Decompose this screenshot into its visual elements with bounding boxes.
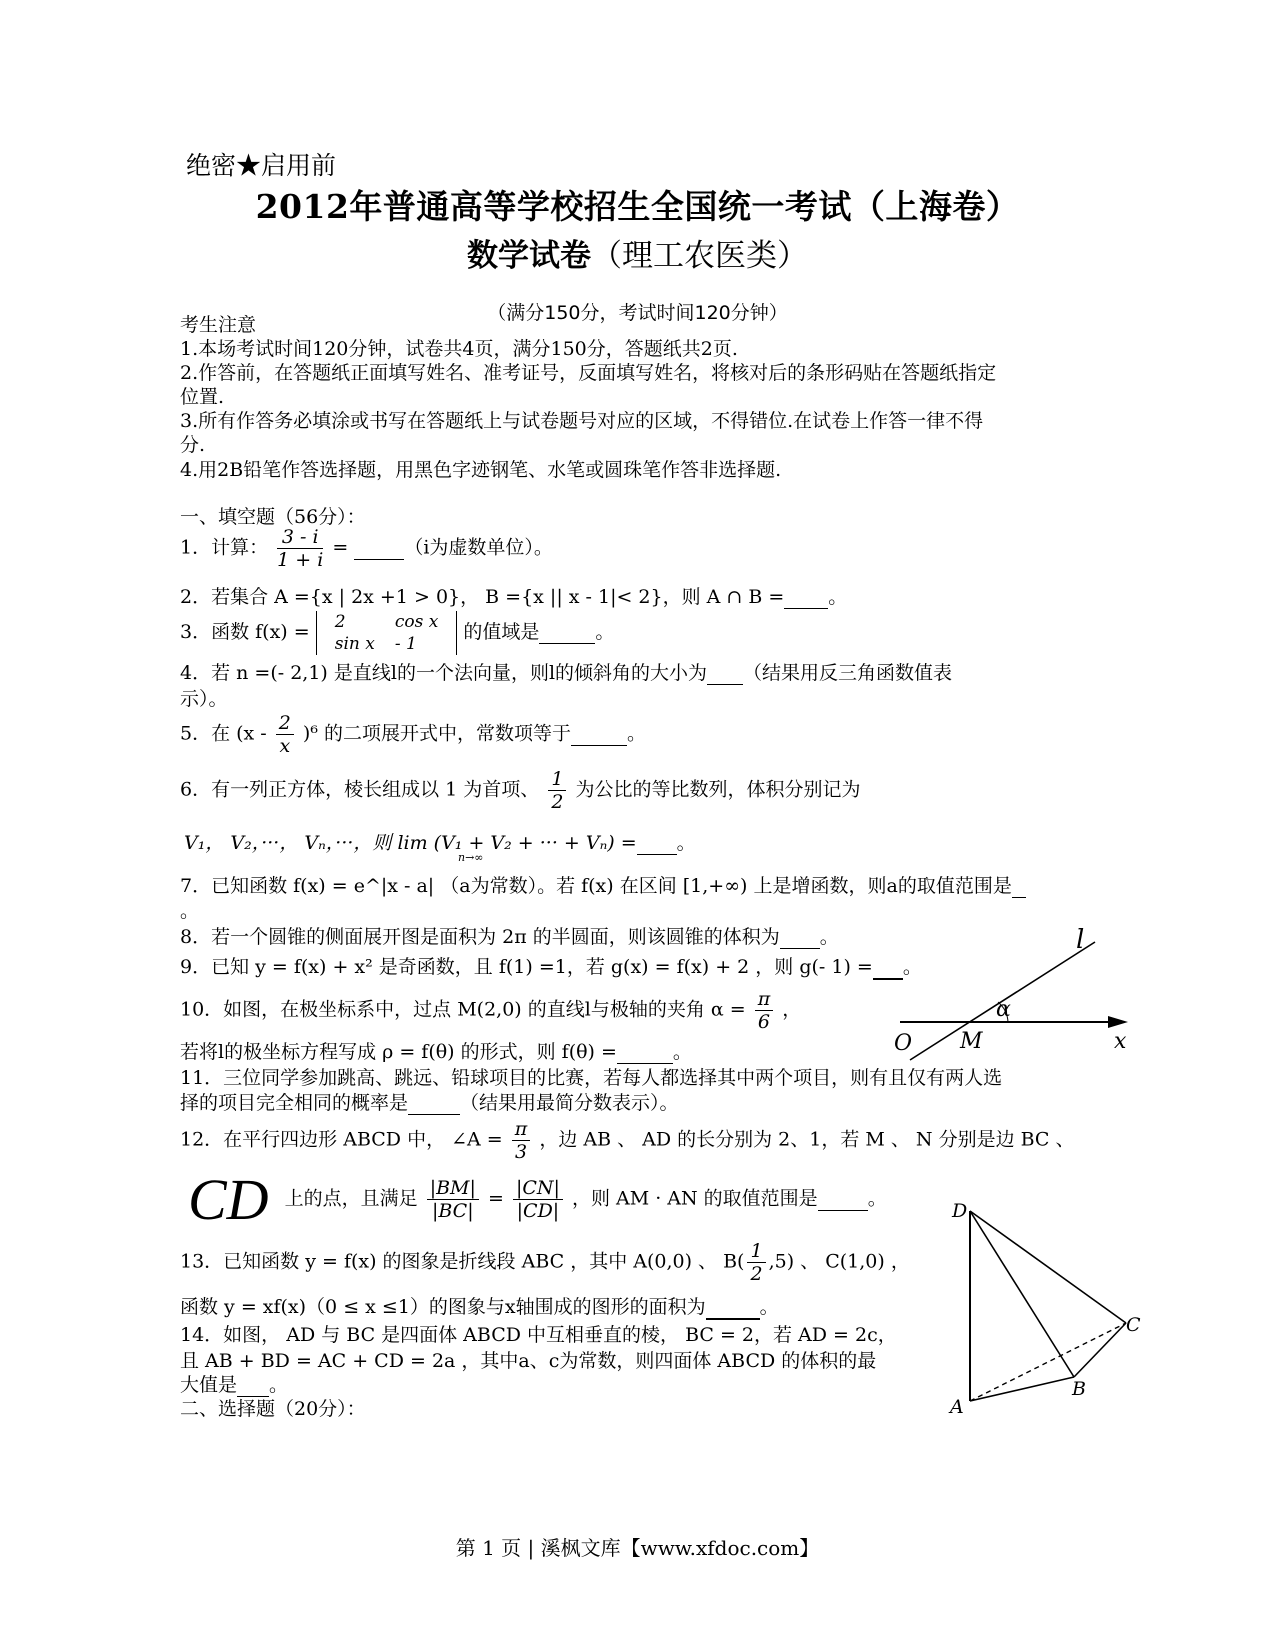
question-12 — [180, 1118, 1075, 1163]
page-footer: 第 1 页 | 溪枫文库【www.xfdoc.com】 — [455, 1536, 820, 1560]
q1-post: （i为虚数单位）。 — [404, 536, 553, 559]
question-6 — [180, 768, 860, 813]
q13-end: 。 — [759, 1296, 779, 1318]
notice-item-4: 4.用2B铅笔作答选择题，用黑色字迹钢笔、水笔或圆珠笔作答非选择题. — [180, 459, 782, 481]
label-M: M — [960, 1029, 983, 1054]
q12-f2-num: |CN| — [513, 1177, 563, 1200]
q6-answer-blank — [637, 832, 677, 855]
notice-heading: 考生注意 — [180, 314, 257, 336]
q6-line2: V₁， V₂，···， Vₙ，···，则 lim (V₁ + V₂ + ··· + Vₙ) = — [184, 832, 637, 854]
q6-den: 2 — [551, 791, 564, 813]
label-A: A — [950, 1396, 964, 1418]
q13-answer-blank — [706, 1296, 760, 1320]
q3-post: 的值域是 — [463, 621, 540, 643]
question-12-line2 — [188, 1166, 887, 1233]
q6-post: 为公比的等比数列，体积分别记为 — [575, 778, 861, 801]
q4-line1-end: （结果用反三角函数值表 — [743, 662, 953, 684]
q5-fraction — [276, 712, 294, 757]
q8-end: 。 — [819, 926, 839, 948]
question-2 — [180, 582, 847, 609]
label-C: C — [1126, 1314, 1141, 1336]
question-10-line2 — [180, 1037, 692, 1064]
tetrahedron-figure — [940, 1195, 1150, 1425]
question-1: 1．计算： $\frac{3 - i}{1 + i}$ = （i为虚数单位）。 — [180, 526, 553, 571]
paper-title-sub: （理工农医类） — [591, 238, 808, 274]
exam-meta: （满分150分，考试时间120分钟） — [487, 302, 788, 324]
q13-line2: 函数 y = xf(x)（0 ≤ x ≤1）的图象与x轴围成的图形的面积为 — [180, 1296, 706, 1318]
q12-answer-blank — [818, 1188, 868, 1211]
q5-pre: 5．在 (x - — [180, 722, 267, 745]
notice-item-1: 1.本场考试时间120分钟，试卷共4页，满分150分，答题纸共2页. — [180, 338, 738, 360]
q1-pre: 1．计算： — [180, 536, 269, 559]
q1-num: 3 - i — [277, 526, 323, 549]
q1-fraction — [277, 526, 323, 571]
label-alpha: α — [996, 997, 1011, 1022]
q7-line2: 。 — [180, 900, 200, 922]
q7-line1: 7．已知函数 f(x) = e^|x - a| （a为常数）。若 f(x) 在区间 [1,+∞) 上是增函数，则a的取值范围是 — [180, 875, 1012, 897]
q2-end: 。 — [828, 586, 848, 608]
q5-den: x — [279, 735, 291, 757]
q12-end: 。 — [867, 1187, 887, 1210]
q9-text: 9．已知 y = f(x) + x² 是奇函数，且 f(1) =1，若 g(x) = f(x) + 2 ，则 g(- 1) = — [180, 956, 873, 978]
label-O: O — [894, 1031, 913, 1056]
q2-text: 2．若集合 A ={x | 2x +1 > 0}， B ={x || x - 1|< 2}，则 A ∩ B = — [180, 586, 785, 608]
q12-num: π — [512, 1118, 531, 1141]
q3-a22: - 1 — [394, 634, 417, 654]
question-10 — [180, 988, 801, 1033]
question-8 — [180, 922, 839, 949]
q11-line2-end: （结果用最简分数表示）。 — [460, 1092, 679, 1114]
question-14-line3 — [180, 1370, 288, 1397]
notice-item-3: 3.所有作答务必填涂或书写在答题纸上与试卷题号对应的区域，不得错位.在试卷上作答一律不得 — [180, 410, 984, 432]
edge-BC — [1074, 1323, 1126, 1377]
q3-a11: 2 — [334, 612, 346, 632]
q12-f2-den: |CD| — [516, 1200, 560, 1222]
q12-den: 3 — [514, 1141, 528, 1163]
question-7 — [180, 871, 1026, 898]
q12-fraction — [512, 1118, 531, 1163]
q14-end: 。 — [269, 1374, 289, 1396]
q12-big-cd: CD — [188, 1167, 269, 1232]
notice-item-3-cont: 分. — [180, 434, 206, 456]
question-14-line2: 且 AB + BD = AC + CD = 2a ，其中a、c为常数，则四面体 ABCD 的体积的最 — [180, 1350, 877, 1372]
exam-title: 2012年普通高等学校招生全国统一考试（上海卷） — [255, 187, 1020, 226]
q1-den: 1 + i — [277, 549, 324, 571]
label-x: x — [1114, 1029, 1127, 1054]
q3-end: 。 — [595, 621, 615, 643]
q12-ratio-2 — [513, 1177, 563, 1222]
q12-f1-num: |BM| — [427, 1177, 479, 1200]
question-14: 14．如图， AD 与 BC 是四面体 ABCD 中互相垂直的棱， BC = 2，若 AD = 2c， — [180, 1324, 897, 1346]
q6-pre: 6．有一列正方体，棱长组成以 1 为首项、 — [180, 778, 540, 801]
q5-post: )⁶ 的二项展开式中，常数项等于 — [302, 722, 571, 745]
q12-post: ，边 AB 、 AD 的长分别为 2、1，若 M 、 N 分别是边 BC 、 — [539, 1128, 1075, 1151]
section-2-title: 二、选择题（20分）： — [180, 1398, 366, 1420]
q11-answer-blank — [408, 1092, 460, 1115]
question-5 — [180, 712, 646, 757]
q8-text: 8．若一个圆锥的侧面展开图是面积为 2π 的半圆面，则该圆锥的体积为 — [180, 926, 780, 948]
q9-end: 。 — [902, 956, 922, 978]
question-11-line2 — [180, 1088, 679, 1115]
q2-answer-blank — [784, 586, 828, 609]
q12-pre: 12．在平行四边形 ABCD 中， ∠A = — [180, 1128, 503, 1151]
question-3 — [180, 611, 614, 655]
q10-num: π — [755, 988, 774, 1011]
edge-DB — [970, 1211, 1074, 1377]
q3-determinant — [316, 611, 458, 655]
edge-DC — [970, 1211, 1126, 1323]
question-9 — [180, 952, 922, 980]
q8-answer-blank — [780, 926, 820, 949]
edge-AB — [970, 1377, 1074, 1401]
q6-end: 。 — [676, 832, 696, 854]
q13-den: 2 — [750, 1263, 763, 1285]
notice-item-2: 2.作答前，在答题纸正面填写姓名、准考证号，反面填写姓名，将核对后的条形码贴在答题纸指定 — [180, 362, 997, 384]
secret-label: 绝密★启用前 — [186, 151, 337, 180]
q12-eq: = — [487, 1187, 504, 1210]
question-13-line2 — [180, 1292, 779, 1320]
polar-figure — [880, 920, 1140, 1070]
q6-num: 1 — [548, 768, 566, 791]
q10-pre: 10．如图，在极坐标系中，过点 M(2,0) 的直线l与极轴的夹角 α = — [180, 998, 746, 1021]
q6-fraction — [548, 768, 566, 813]
paper-title-main: 数学试卷 — [467, 238, 591, 274]
notice-item-2-cont: 位置. — [180, 386, 225, 408]
q12-line2-pre: 上的点，且满足 — [284, 1187, 418, 1210]
q13-pre: 13．已知函数 y = f(x) 的图象是折线段 ABC ，其中 A(0,0) 、 B( — [180, 1250, 745, 1273]
q3-answer-blank — [539, 621, 595, 644]
section-1-title: 一、填空题（56分）： — [180, 506, 366, 528]
q12-line2-post: ，则 AM · AN 的取值范围是 — [571, 1187, 818, 1210]
q4-line2: 示）。 — [180, 688, 228, 710]
paper-title — [0, 230, 1275, 275]
q4-answer-blank — [707, 662, 743, 685]
q10-line2: 若将l的极坐标方程写成 ρ = f(θ) 的形式，则 f(θ) = — [180, 1041, 617, 1063]
question-13 — [180, 1240, 910, 1285]
question-11: 11．三位同学参加跳高、跳远、铅球项目的比赛，若每人都选择其中两个项目，则有且仅有两人选 — [180, 1067, 1003, 1089]
q4-line1: 4．若 n =(- 2,1) 是直线l的一个法向量，则l的倾斜角的大小为 — [180, 662, 708, 684]
q13-num: 1 — [747, 1240, 765, 1263]
label-l: l — [1076, 925, 1085, 955]
q3-pre: 3．函数 f(x) = — [180, 621, 310, 643]
q3-a12: cos x — [394, 612, 439, 632]
q6-limit-sub: n→∞ — [458, 851, 484, 864]
q13-fraction — [747, 1240, 765, 1285]
polar-axis-arrow — [1108, 1016, 1128, 1028]
q14-line3: 大值是 — [180, 1374, 238, 1396]
q12-ratio-1 — [427, 1177, 479, 1222]
q5-answer-blank — [571, 723, 627, 746]
q1-answer-blank — [354, 537, 404, 560]
q10-end: 。 — [672, 1041, 692, 1063]
q11-line2: 择的项目完全相同的概率是 — [180, 1092, 409, 1114]
q10-answer-blank — [617, 1041, 673, 1064]
q10-den: 6 — [757, 1011, 771, 1033]
q7-answer-blank — [1012, 875, 1026, 898]
q3-a21: sin x — [334, 634, 375, 654]
q10-post: ， — [782, 998, 802, 1021]
question-4 — [180, 658, 952, 685]
q5-num: 2 — [276, 712, 294, 735]
label-B: B — [1072, 1378, 1086, 1400]
q13-post: ,5) 、 C(1,0) ， — [768, 1250, 910, 1273]
question-6-line2 — [184, 828, 696, 855]
q10-fraction — [755, 988, 774, 1033]
q5-end: 。 — [626, 722, 646, 745]
q12-f1-den: |BC| — [431, 1200, 474, 1222]
label-D: D — [952, 1200, 968, 1222]
